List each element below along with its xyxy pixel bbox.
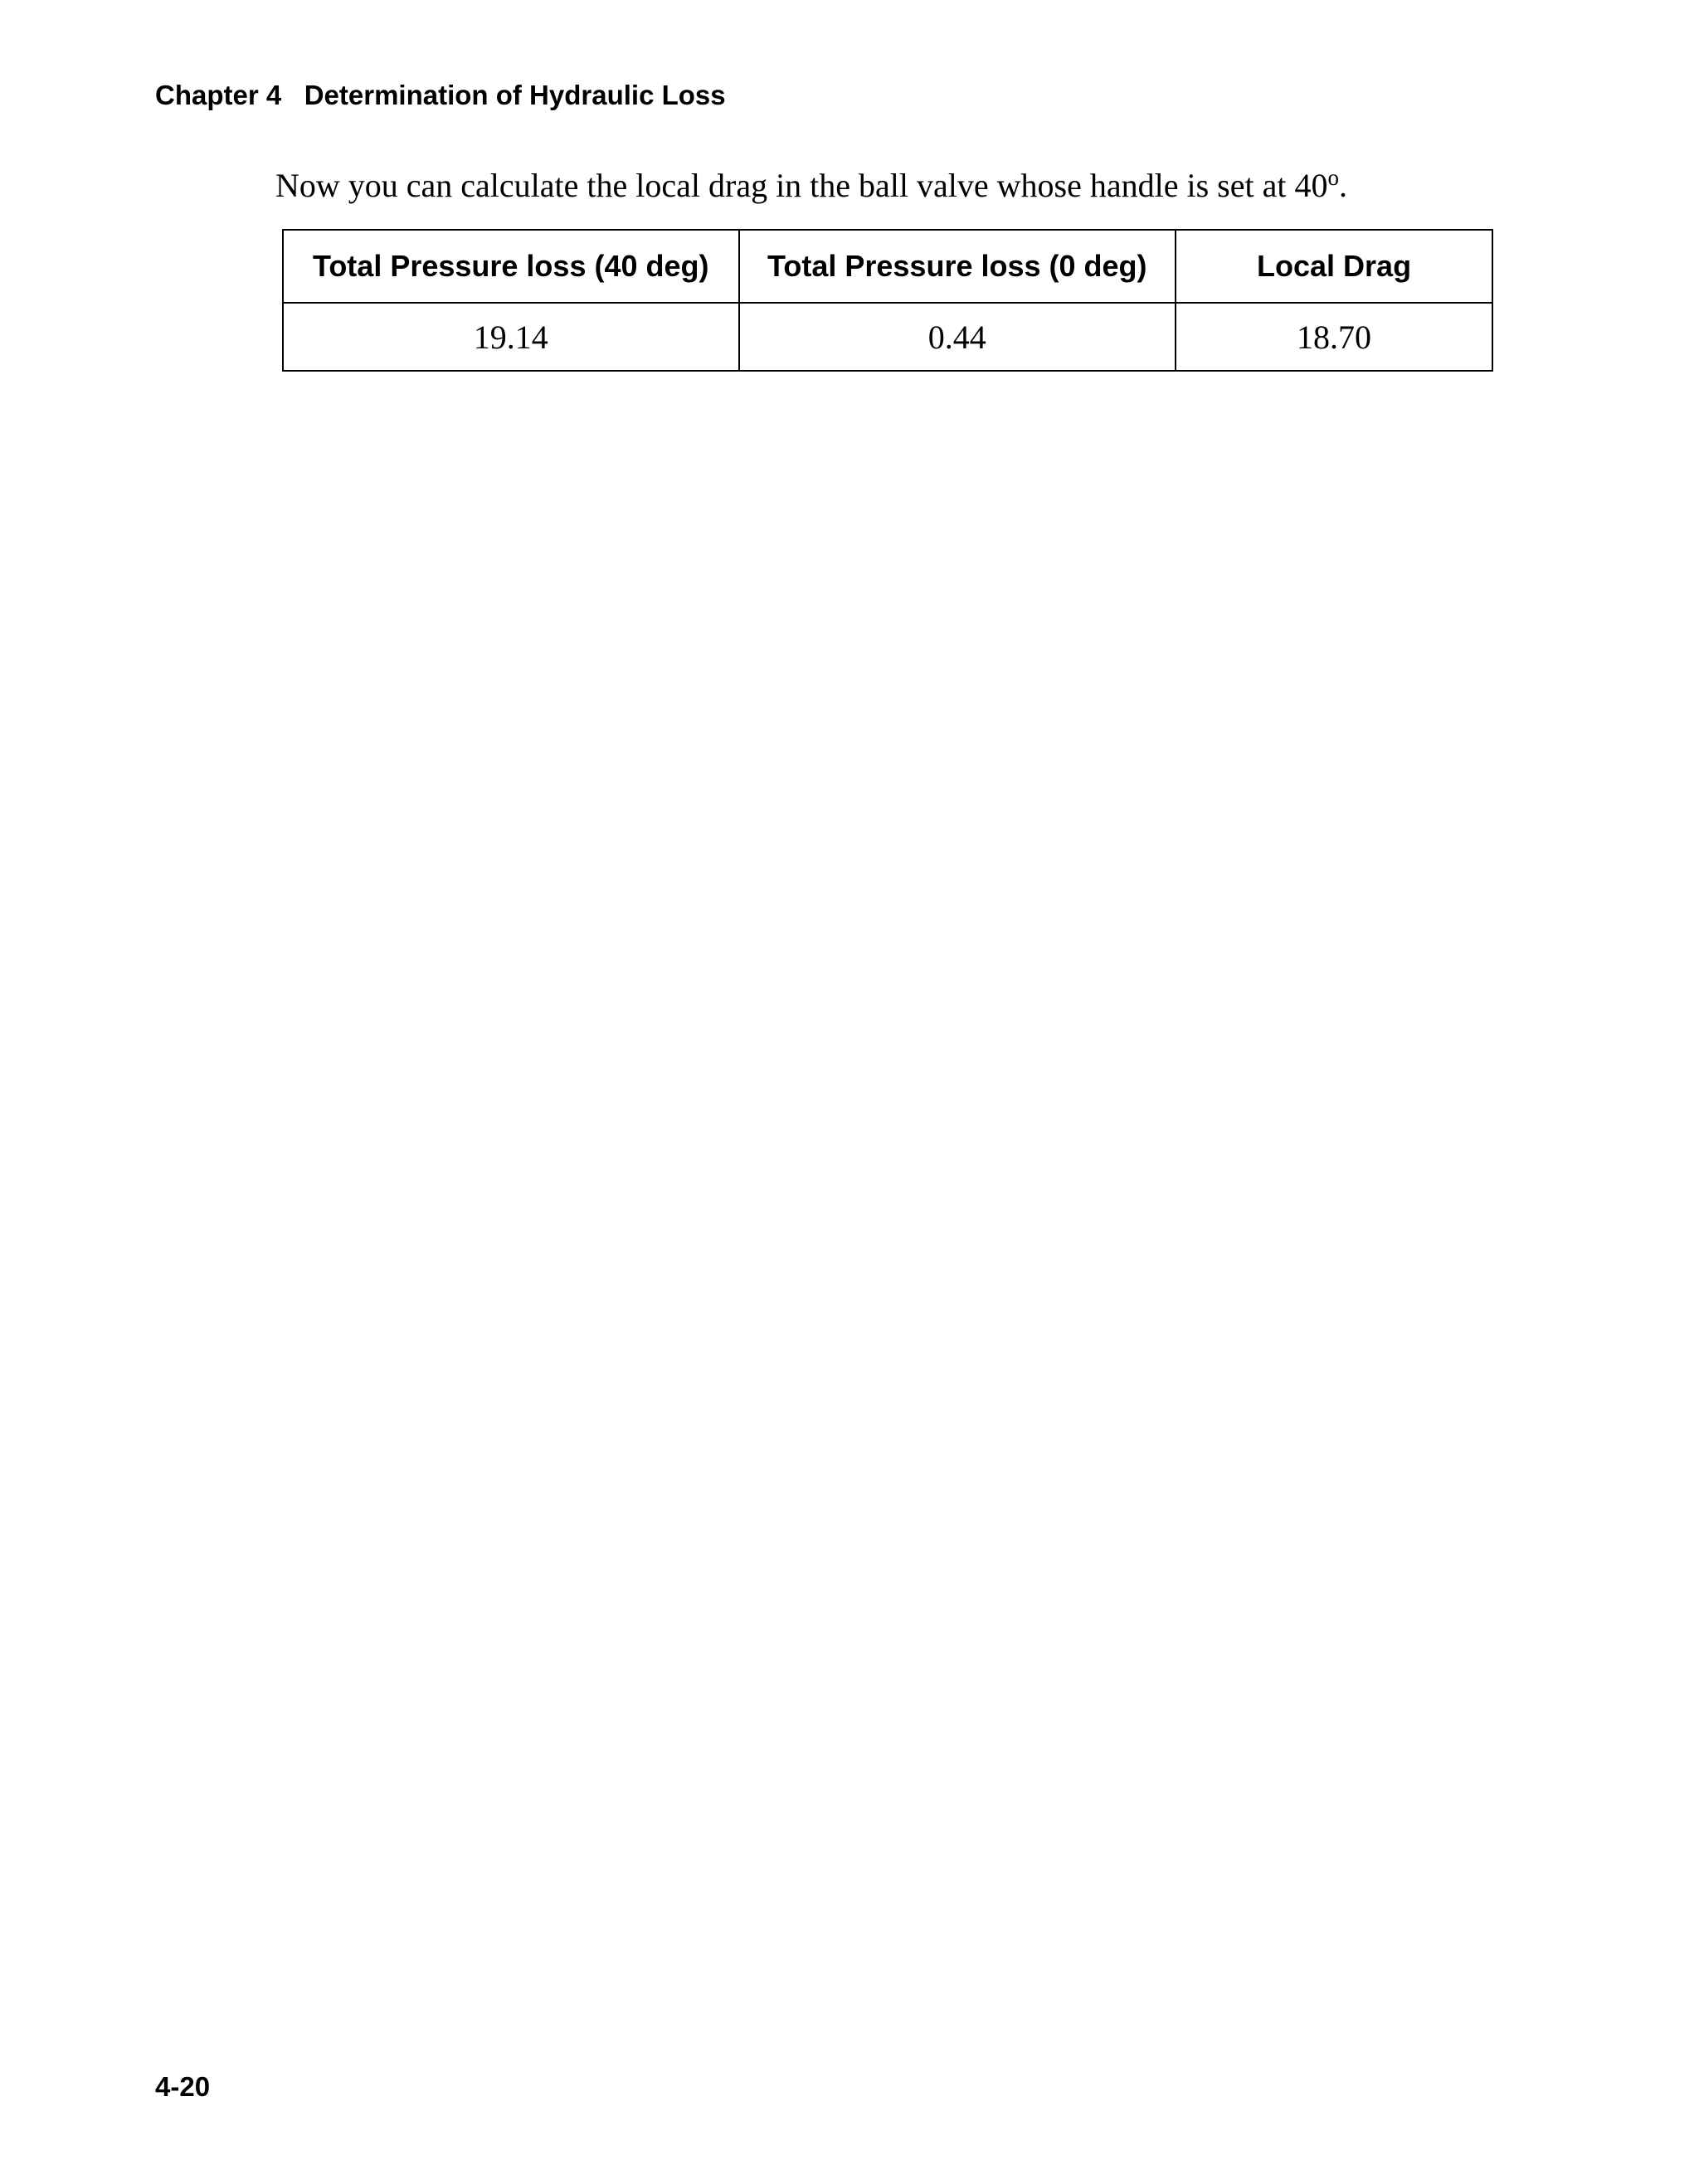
page-number: 4-20 xyxy=(155,2071,211,2102)
column-header-local-drag: Local Drag xyxy=(1176,230,1492,303)
degree-superscript: o xyxy=(1327,165,1339,190)
intro-paragraph xyxy=(275,166,1347,205)
cell-local-drag: 18.70 xyxy=(1176,303,1492,371)
cell-total-loss-40: 19.14 xyxy=(283,303,739,371)
column-header-total-loss-0: Total Pressure loss (0 deg) xyxy=(739,230,1176,303)
cell-total-loss-0: 0.44 xyxy=(739,303,1176,371)
intro-period: . xyxy=(1338,167,1347,204)
table-header-row xyxy=(283,230,1492,303)
intro-text: Now you can calculate the local drag in the ball valve whose handle is set at 40 xyxy=(275,167,1328,204)
table-row xyxy=(283,303,1492,371)
pressure-loss-table xyxy=(282,229,1493,372)
running-header: Chapter 4 Determination of Hydraulic Loss xyxy=(155,80,726,110)
column-header-total-loss-40: Total Pressure loss (40 deg) xyxy=(283,230,739,303)
